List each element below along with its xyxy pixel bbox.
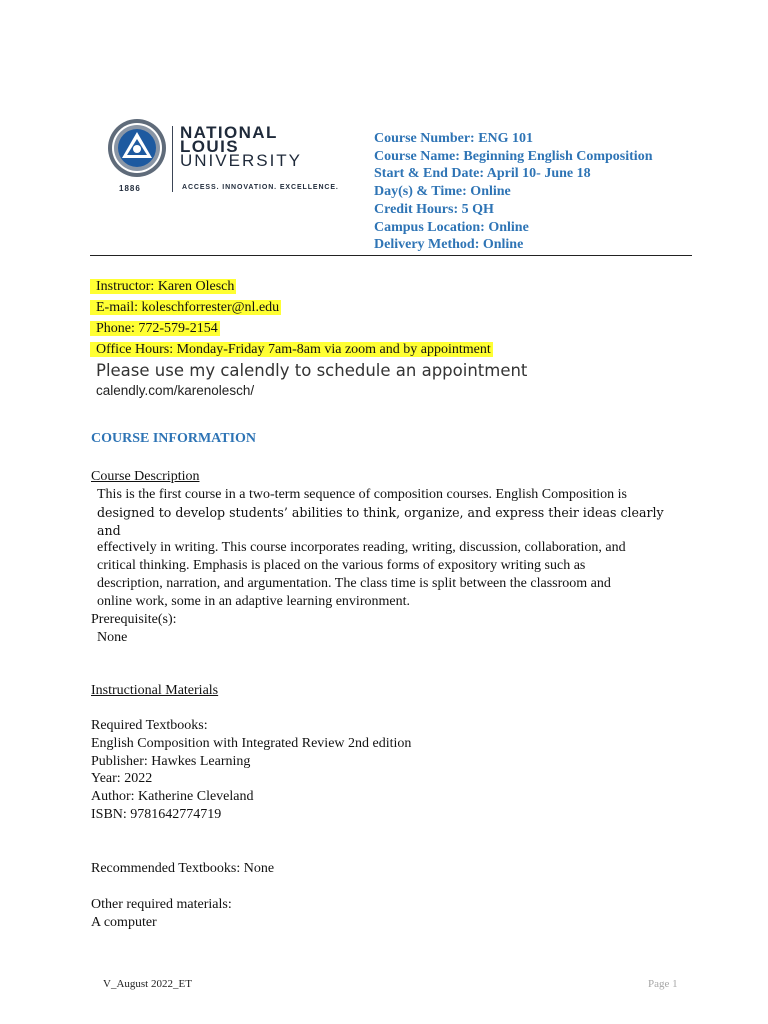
description-line: online work, some in an adaptive learning environment. (97, 593, 410, 609)
calendly-link[interactable]: calendly.com/karenolesch/ (96, 383, 255, 398)
course-delivery-method: Delivery Method: Online (374, 237, 524, 253)
prerequisites-label: Prerequisite(s): (91, 612, 177, 627)
book-isbn: ISBN: 9781642774719 (91, 806, 222, 822)
footer-page-number: Page 1 (648, 978, 678, 990)
logo-name-line2: LOUIS (180, 137, 239, 156)
required-textbooks-label: Required Textbooks: (91, 718, 208, 733)
description-line: critical thinking. Emphasis is placed on the various forms of expository writing such as (97, 558, 586, 574)
instructor-info (90, 276, 527, 400)
university-logo (104, 118, 344, 198)
book-title: English Composition with Integrated Review 2nd edition (91, 735, 412, 751)
other-materials-label: Other required materials: (91, 897, 232, 912)
logo-tagline: ACCESS. INNOVATION. EXCELLENCE. (182, 184, 339, 191)
description-line: designed to develop students’ abilities to think, organize, and express their ideas clearly and (97, 504, 664, 538)
course-name: Course Name: Beginning English Composition (374, 148, 653, 164)
course-days-time: Day(s) & Time: Online (374, 184, 511, 200)
book-publisher: Publisher: Hawkes Learning (91, 753, 251, 769)
course-description-heading: Course Description (91, 469, 200, 484)
office-hours: Office Hours: Monday-Friday 7am-8am via zoom and by appointment (90, 342, 493, 357)
required-textbooks (91, 717, 411, 824)
instructional-materials-heading: Instructional Materials (91, 683, 219, 698)
recommended-textbooks: Recommended Textbooks: None (91, 861, 275, 876)
logo-name-line3: UNIVERSITY (180, 151, 303, 170)
course-number: Course Number: ENG 101 (374, 131, 534, 146)
logo-name-line1: NATIONAL (180, 123, 278, 142)
instructor-email[interactable]: E-mail: koleschforrester@nl.edu (90, 300, 281, 315)
section-heading-course-information: COURSE INFORMATION (91, 431, 257, 446)
footer-version: V_August 2022_ET (103, 978, 192, 990)
course-details (374, 130, 652, 254)
book-author: Author: Katherine Cleveland (91, 789, 254, 805)
description-line: This is the first course in a two-term sequence of composition courses. English Composition is (97, 487, 627, 502)
instructor-name: Instructor: Karen Olesch (90, 279, 236, 294)
instructor-phone: Phone: 772-579-2154 (90, 321, 220, 336)
course-credit-hours: Credit Hours: 5 QH (374, 201, 494, 217)
logo-divider (172, 126, 173, 192)
other-materials-value: A computer (91, 914, 157, 930)
description-line: description, narration, and argumentation. The class time is split between the classroom and (97, 575, 611, 591)
calendly-note: Please use my calendly to schedule an appointment (96, 361, 528, 380)
book-year: Year: 2022 (91, 771, 153, 787)
other-materials (91, 896, 232, 932)
header-divider (90, 255, 692, 256)
course-description-body (97, 486, 677, 611)
logo-year: 1886 (119, 184, 141, 193)
nlu-seal-icon (104, 118, 170, 184)
prerequisites-value: None (97, 630, 128, 645)
description-line: effectively in writing. This course incorporates reading, writing, discussion, collaboration, and (97, 540, 626, 556)
course-dates: Start & End Date: April 10- June 18 (374, 166, 591, 182)
course-campus-location: Campus Location: Online (374, 219, 529, 235)
